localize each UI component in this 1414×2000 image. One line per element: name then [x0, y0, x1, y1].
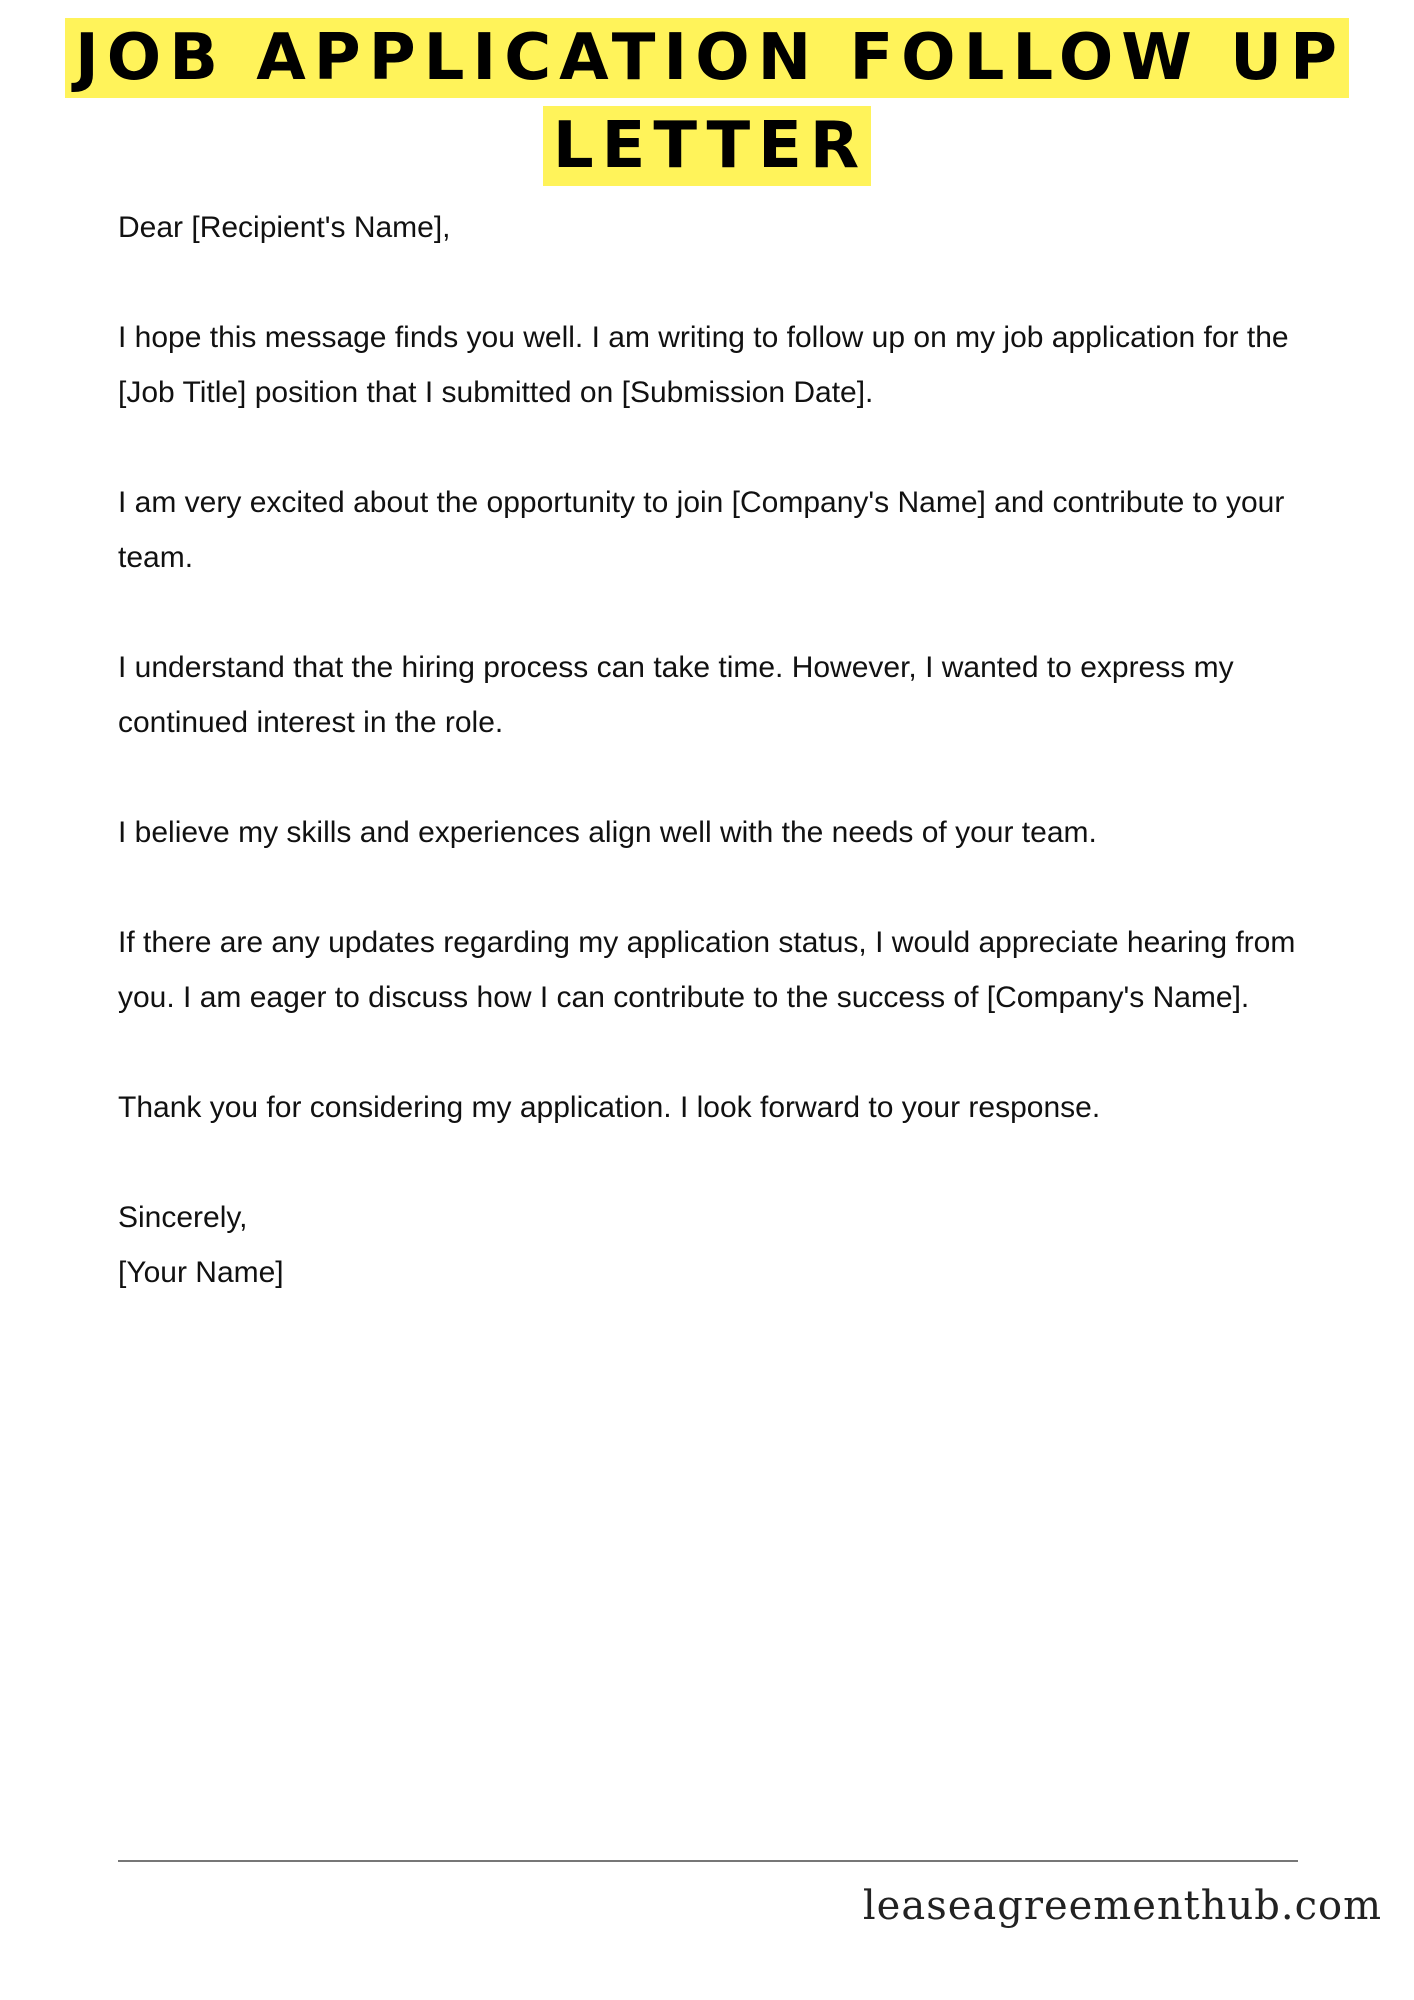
- page-title: [0, 18, 1414, 186]
- paragraph-thanks: Thank you for considering my application. I look forward to your response.: [118, 1091, 1101, 1124]
- paragraph-process: I understand that the hiring process can take time. However, I wanted to express my continued interest in the role.: [118, 651, 1234, 739]
- title-line-2: LETTER: [543, 106, 871, 186]
- closing: Sincerely,: [118, 1201, 248, 1234]
- letter-body: [118, 200, 1318, 1300]
- footer-divider: [118, 1860, 1298, 1862]
- signature: [Your Name]: [118, 1256, 284, 1289]
- title-line-1: JOB APPLICATION FOLLOW UP: [65, 18, 1349, 98]
- paragraph-updates: If there are any updates regarding my application status, I would appreciate hearing from you. I am eager to discuss how I can contribute to the success of [Company's Name].: [118, 926, 1296, 1014]
- paragraph-excitement: I am very excited about the opportunity to join [Company's Name] and contribute to your team.: [118, 486, 1285, 574]
- paragraph-intro: I hope this message finds you well. I am writing to follow up on my job application for the [Job Title] position that I submitted on [Submission Date].: [118, 321, 1289, 409]
- paragraph-skills: I believe my skills and experiences align well with the needs of your team.: [118, 816, 1097, 849]
- salutation: Dear [Recipient's Name],: [118, 211, 451, 244]
- footer-website: leaseagreementhub.com: [862, 1883, 1382, 1929]
